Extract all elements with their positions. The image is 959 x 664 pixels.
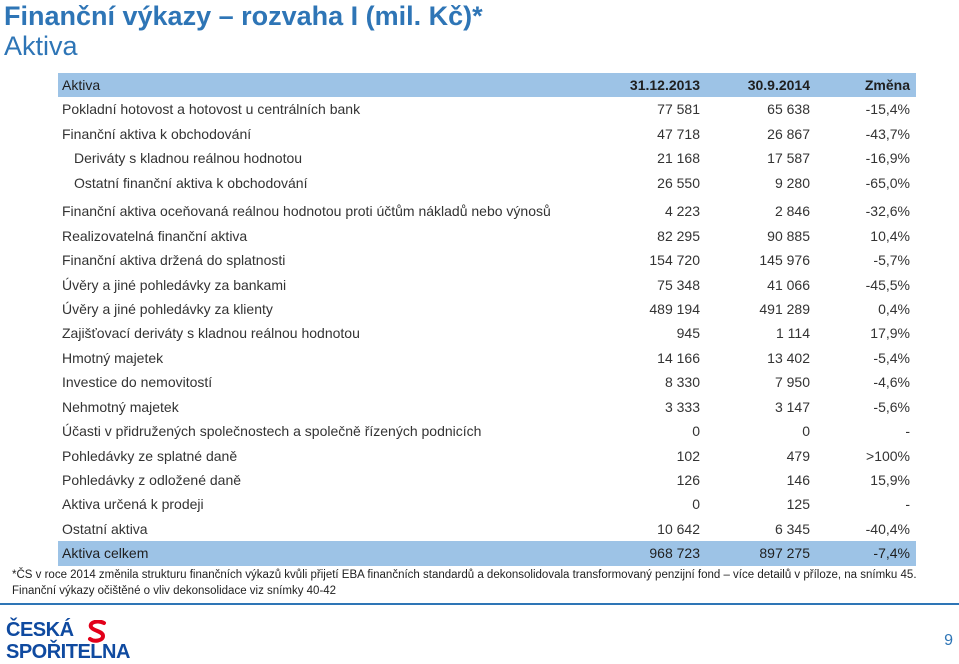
row-label: Aktiva určená k prodeji — [62, 496, 204, 513]
row-value-2014: 125 — [786, 496, 810, 513]
row-change: -4,6% — [873, 374, 910, 391]
row-label: Investice do nemovitostí — [62, 374, 213, 391]
row-change: 17,9% — [870, 325, 910, 342]
row-value-2013: 21 168 — [657, 150, 700, 167]
row-value-2013: 47 718 — [657, 125, 700, 142]
row-value-2013: 0 — [692, 423, 700, 440]
row-change: -45,5% — [865, 276, 910, 293]
row-value-2013: 14 166 — [657, 349, 700, 366]
row-label: Pohledávky z odložené daně — [62, 472, 242, 488]
row-change: -40,4% — [865, 520, 910, 537]
table-row — [58, 224, 916, 248]
row-value-2014: 7 950 — [774, 374, 810, 391]
table-row — [58, 122, 916, 146]
row-change: -16,9% — [865, 150, 910, 167]
row-value-2014: 6 345 — [774, 520, 810, 537]
page-subtitle: Aktiva — [4, 31, 78, 61]
logo-s-mark-icon — [86, 620, 108, 644]
row-value-2013: 26 550 — [657, 174, 700, 191]
row-value-2014: 13 402 — [767, 349, 810, 366]
row-label: Finanční aktiva držená do splatnosti — [62, 252, 286, 269]
footnote: *ČS v roce 2014 změnila strukturu finančních výkazů kvůli přijetí EBA finančních standardů a dekonsolidovala transformovaný penzijní fond – více detailů v příloze, na snímku 45. Finanční výkazy očištěné o vliv dekonsolidace viz snímky 40-42 — [12, 569, 917, 597]
row-value-2014: 9 280 — [774, 174, 810, 191]
logo-line2: SPOŘITELNA — [6, 641, 130, 663]
row-change: >100% — [866, 447, 910, 464]
ceska-sporitelna-logo — [6, 619, 130, 664]
row-value-2013: 0 — [692, 496, 700, 513]
row-value-2013: 126 — [676, 472, 700, 488]
table-row — [58, 517, 916, 541]
row-value-2013: 8 330 — [664, 374, 700, 391]
row-value-2013: 489 194 — [649, 300, 700, 317]
row-value-2013: 4 223 — [664, 203, 700, 220]
table-row — [58, 97, 916, 121]
page-number: 9 — [944, 632, 953, 649]
row-label: Účasti v přidružených společnostech a společně řízených podnicích — [62, 423, 482, 440]
row-value-2014: 17 587 — [767, 150, 810, 167]
balance-sheet-table — [58, 73, 916, 566]
row-value-2014: 41 066 — [767, 276, 810, 293]
table-row — [58, 492, 916, 516]
row-value-2013: 82 295 — [657, 227, 700, 244]
table-row — [58, 273, 916, 297]
row-value-2013: 10 642 — [657, 520, 700, 537]
row-change: -43,7% — [865, 125, 910, 142]
table-row — [58, 321, 916, 345]
row-value-2014: 26 867 — [767, 125, 810, 142]
table-row — [58, 468, 916, 492]
total-change: -7,4% — [873, 545, 910, 562]
table-row — [58, 395, 916, 419]
row-value-2014: 479 — [786, 447, 810, 464]
header-col-change: Změna — [864, 77, 910, 93]
total-value-2014: 897 275 — [759, 545, 810, 562]
table-row — [58, 297, 916, 321]
table-row — [58, 444, 916, 468]
row-label: Hmotný majetek — [62, 349, 164, 366]
table-row — [58, 370, 916, 394]
row-label: Finanční aktiva k obchodování — [62, 125, 252, 142]
row-change: - — [905, 496, 910, 513]
row-label: Zajišťovací deriváty s kladnou reálnou hodnotou — [62, 325, 360, 342]
row-value-2014: 146 — [786, 472, 810, 488]
row-value-2014: 1 114 — [776, 325, 810, 342]
row-value-2014: 2 846 — [774, 203, 810, 220]
footer-divider — [0, 603, 959, 605]
total-value-2013: 968 723 — [649, 545, 700, 562]
row-label: Úvěry a jiné pohledávky za klienty — [62, 300, 273, 317]
row-value-2014: 65 638 — [767, 101, 810, 118]
header-col-2014: 30.9.2014 — [747, 77, 810, 93]
row-value-2014: 0 — [802, 423, 810, 440]
row-change: -32,6% — [865, 203, 910, 220]
header-col-2013: 31.12.2013 — [629, 77, 700, 93]
row-label: Realizovatelná finanční aktiva — [62, 227, 248, 244]
table-row — [58, 171, 916, 195]
row-change: 15,9% — [870, 472, 910, 488]
row-label: Úvěry a jiné pohledávky za bankami — [62, 276, 287, 293]
row-change: - — [905, 423, 910, 440]
table-row — [58, 146, 916, 170]
row-label: Pohledávky ze splatné daně — [62, 447, 238, 464]
table-row — [58, 199, 916, 223]
row-value-2014: 491 289 — [759, 300, 810, 317]
table-header-row — [58, 73, 916, 97]
logo-line1: ČESKÁ — [6, 619, 74, 641]
total-label: Aktiva celkem — [62, 545, 149, 562]
header-label: Aktiva — [62, 77, 101, 93]
table-row — [58, 419, 916, 443]
row-value-2013: 77 581 — [657, 101, 700, 118]
row-label: Nehmotný majetek — [62, 398, 179, 415]
row-label: Ostatní finanční aktiva k obchodování — [74, 174, 308, 191]
row-label: Finanční aktiva oceňovaná reálnou hodnotou proti účtům nákladů nebo výnosů — [62, 203, 551, 220]
row-value-2014: 145 976 — [759, 252, 810, 269]
row-label: Ostatní aktiva — [62, 520, 148, 537]
row-change: -5,7% — [873, 252, 910, 269]
table-row — [58, 248, 916, 272]
table-row — [58, 346, 916, 370]
row-change: -15,4% — [865, 101, 910, 118]
row-value-2013: 3 333 — [664, 398, 700, 415]
row-value-2013: 102 — [676, 447, 700, 464]
row-value-2013: 945 — [676, 325, 700, 342]
row-value-2014: 3 147 — [774, 398, 810, 415]
row-change: 10,4% — [870, 227, 910, 244]
row-change: -5,4% — [873, 349, 910, 366]
row-label: Deriváty s kladnou reálnou hodnotou — [74, 150, 303, 167]
row-change: -65,0% — [865, 174, 910, 191]
row-label: Pokladní hotovost a hotovost u centrálních bank — [62, 101, 361, 118]
row-value-2013: 154 720 — [649, 252, 700, 269]
row-change: 0,4% — [878, 300, 910, 317]
table-total-row — [58, 541, 916, 565]
row-change: -5,6% — [873, 398, 910, 415]
row-value-2013: 75 348 — [657, 276, 700, 293]
page-title: Finanční výkazy – rozvaha I (mil. Kč)* — [4, 1, 483, 31]
row-value-2014: 90 885 — [767, 227, 810, 244]
